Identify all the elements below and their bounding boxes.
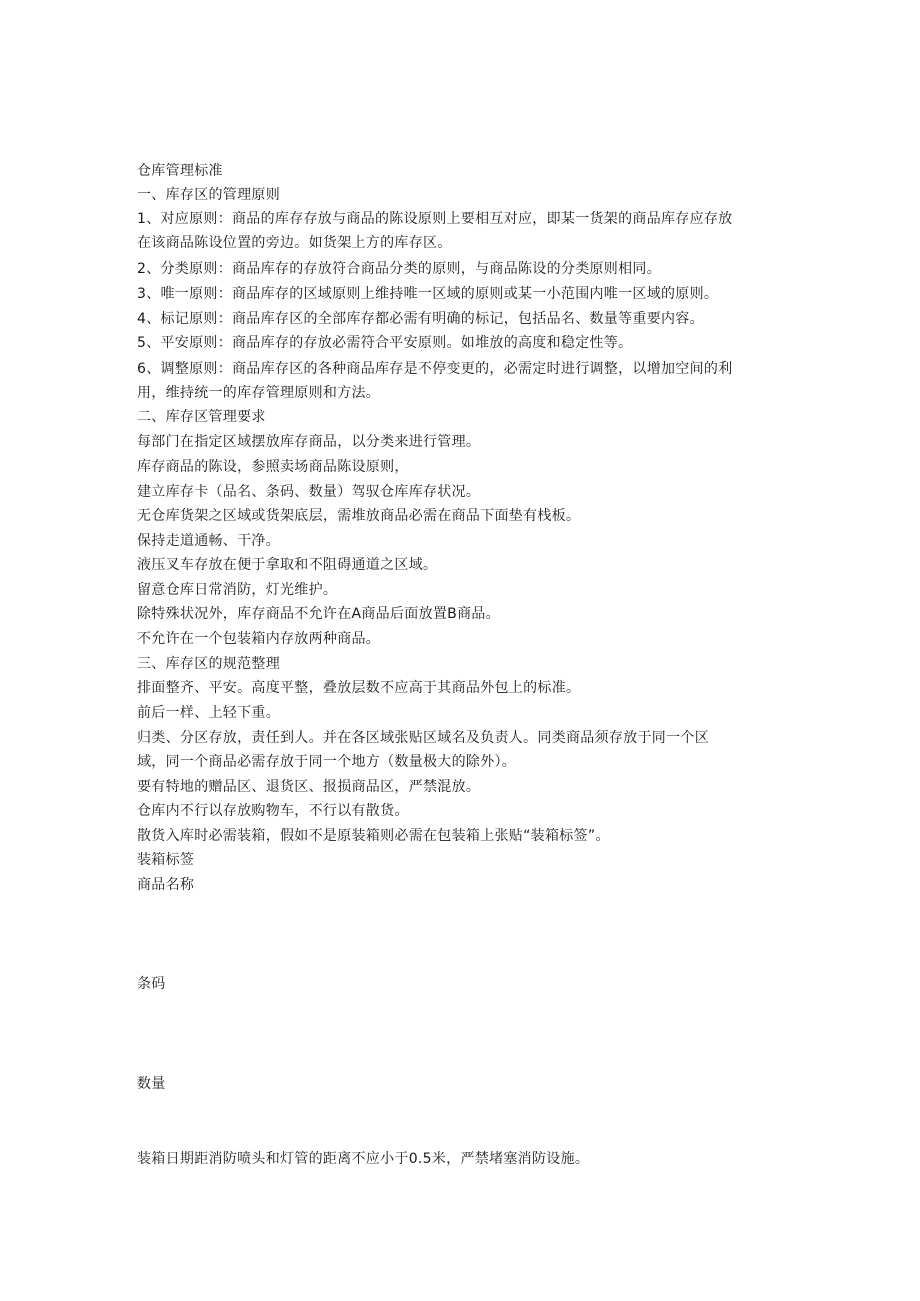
section3-line-5: 要有特地的赠品区、退货区、报损商品区，严禁混放。 (137, 779, 481, 795)
section1-line-5: 4、标记原则：商品库存区的全部库存都必需有明确的标记，包括品名、数量等重要内容。 (137, 311, 704, 327)
section2-line-8: 除特殊状况外，库存商品不允许在A商品后面放置B商品。 (137, 606, 500, 622)
section2-line-6: 液压叉车存放在便于拿取和不阻碍通道之区域。 (137, 557, 438, 573)
section2-line-5: 保持走道通畅、干净。 (137, 533, 280, 549)
section2-line-1: 每部门在指定区域摆放库存商品，以分类来进行管理。 (137, 434, 481, 450)
section3-line-6: 仓库内不行以存放购物车，不行以有散货。 (137, 803, 409, 819)
section2-line-3: 建立库存卡（品名、条码、数量）驾驭仓库库存状况。 (137, 484, 481, 500)
section1-line-1: 1、对应原则：商品的库存存放与商品的陈设原则上要相互对应，即某一货架的商品库存应存放 (137, 211, 733, 227)
label-barcode: 条码 (137, 976, 166, 992)
document-title: 仓库管理标准 (137, 163, 223, 179)
label-footer: 装箱日期距消防喷头和灯管的距离不应小于0.5米，严禁堵塞消防设施。 (137, 1151, 590, 1167)
section3-heading: 三、库存区的规范整理 (137, 656, 280, 672)
section2-heading: 二、库存区管理要求 (137, 409, 266, 425)
section1-line-4: 3、唯一原则：商品库存的区域原则上维持唯一区域的原则或某一小范围内唯一区域的原则。 (137, 286, 719, 302)
section1-line-6: 5、平安原则：商品库存的存放必需符合平安原则。如堆放的高度和稳定性等。 (137, 335, 633, 351)
section3-line-3: 归类、分区存放，责任到人。并在各区域张贴区域名及负责人。同类商品须存放于同一个区 (137, 730, 709, 746)
section1-heading: 一、库存区的管理原则 (137, 187, 280, 203)
section1-line-3: 2、分类原则：商品库存的存放符合商品分类的原则，与商品陈设的分类原则相同。 (137, 261, 662, 277)
section2-line-2: 库存商品的陈设，参照卖场商品陈设原则， (137, 459, 409, 475)
section2-line-9: 不允许在一个包装箱内存放两种商品。 (137, 631, 381, 647)
section1-line-8: 用，维持统一的库存管理原则和方法。 (137, 385, 381, 401)
label-product-name: 商品名称 (137, 877, 195, 893)
label-title: 装箱标签 (137, 852, 195, 868)
section2-line-4: 无仓库货架之区域或货架底层，需堆放商品必需在商品下面垫有栈板。 (137, 508, 581, 524)
label-quantity: 数量 (137, 1076, 166, 1092)
section3-line-7: 散货入库时必需装箱，假如不是原装箱则必需在包装箱上张贴“装箱标签”。 (137, 828, 610, 844)
section3-line-2: 前后一样、上轻下重。 (137, 705, 280, 721)
section1-line-2: 在该商品陈设位置的旁边。如货架上方的库存区。 (137, 235, 452, 251)
section3-line-1: 排面整齐、平安。高度平整，叠放层数不应高于其商品外包上的标准。 (137, 680, 581, 696)
section2-line-7: 留意仓库日常消防，灯光维护。 (137, 582, 338, 598)
section1-line-7: 6、调整原则：商品库存区的各种商品库存是不停变更的，必需定时进行调整，以增加空间的利 (137, 361, 733, 377)
section3-line-4: 域，同一个商品必需存放于同一个地方（数量极大的除外）。 (137, 754, 517, 770)
